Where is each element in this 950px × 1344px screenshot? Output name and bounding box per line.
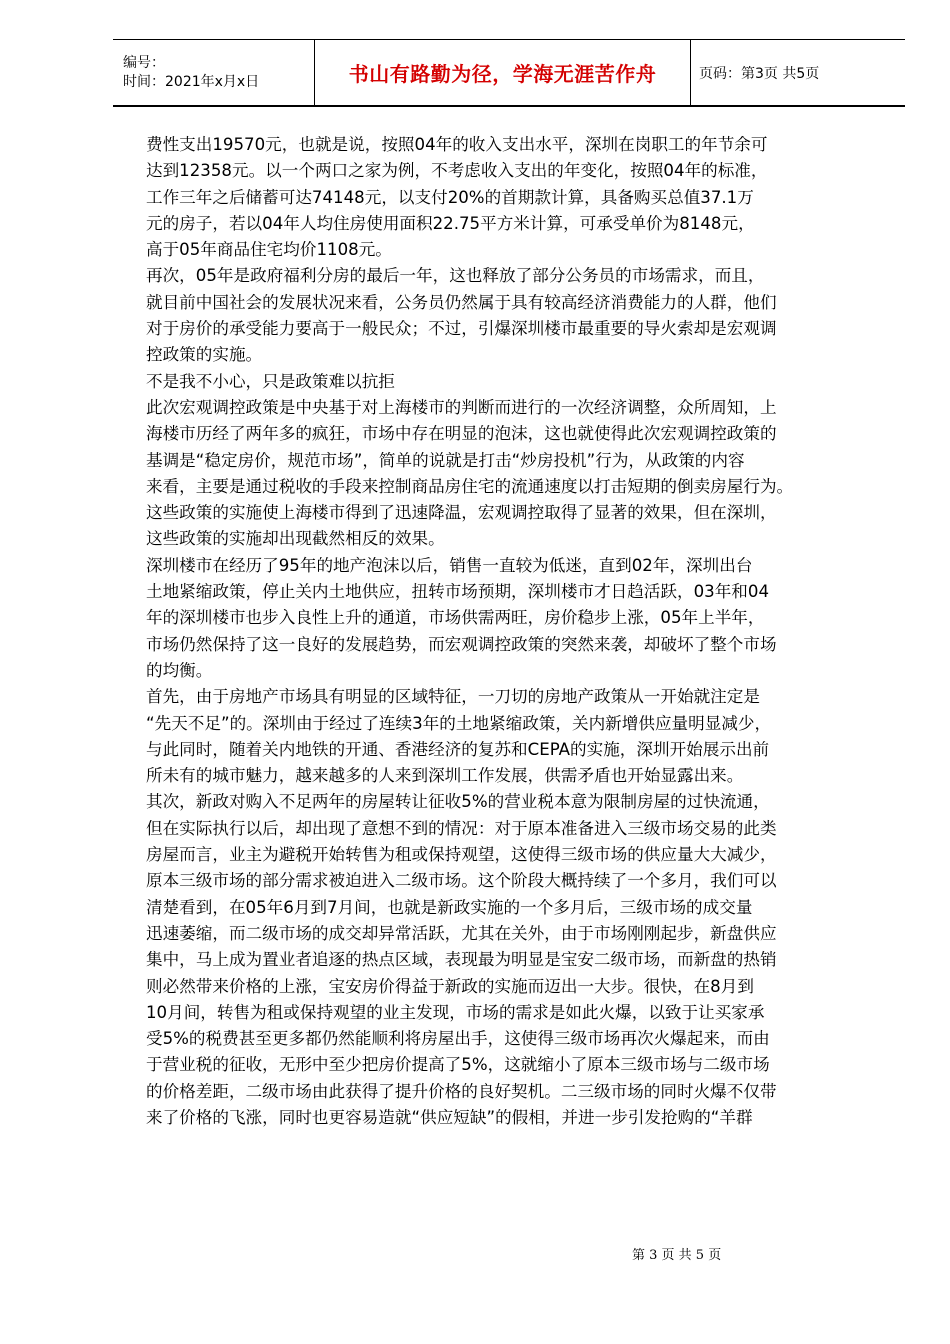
page-header bbox=[113, 39, 905, 107]
text-line: 与此同时，随着关内地铁的开通、香港经济的复苏和CEPA的实施，深圳开始展示出前 bbox=[146, 739, 770, 759]
text-line: 于营业税的征收，无形中至少把房价提高了5%，这就缩小了原本三级市场与二级市场 bbox=[146, 1055, 770, 1075]
page-footer: 第 3 页 共 5 页 bbox=[632, 1248, 722, 1263]
text-line: 来了价格的飞涨，同时也更容易造就“供应短缺”的假相，并进一步引发抢购的“羊群 bbox=[146, 1107, 753, 1127]
page-info-text: 页码：第3页 共5页 bbox=[699, 65, 820, 82]
text-line: 对于房价的承受能力要高于一般民众；不过，引爆深圳楼市最重要的导火索却是宏观调 bbox=[146, 319, 777, 339]
time-label: 时间：2021年x月x日 bbox=[123, 73, 260, 90]
text-line: 这些政策的实施却出现截然相反的效果。 bbox=[146, 529, 445, 549]
motto-text: 书山有路勤为径，学海无涯苦作舟 bbox=[348, 62, 657, 86]
header-motto-cell bbox=[315, 40, 691, 105]
text-line: 则必然带来价格的上涨，宝安房价得益于新政的实施而迈出一大步。很快，在8月到 bbox=[146, 976, 754, 996]
text-line: 市场仍然保持了这一良好的发展趋势，而宏观调控政策的突然来袭，却破坏了整个市场 bbox=[146, 634, 777, 654]
text-line: 就目前中国社会的发展状况来看，公务员仍然属于具有较高经济消费能力的人群，他们 bbox=[146, 292, 777, 312]
text-line: 原本三级市场的部分需求被迫进入二级市场。这个阶段大概持续了一个多月，我们可以 bbox=[146, 871, 777, 891]
text-line: 海楼市历经了两年多的疯狂，市场中存在明显的泡沫，这也就使得此次宏观调控政策的 bbox=[146, 424, 777, 444]
text-line: 迅速萎缩，而二级市场的成交却异常活跃，尤其在关外，由于市场刚刚起步，新盘供应 bbox=[146, 923, 777, 943]
text-line: 集中，马上成为置业者追逐的热点区域，表现最为明显是宝安二级市场，而新盘的热销 bbox=[146, 950, 777, 970]
text-line: 控政策的实施。 bbox=[146, 345, 263, 365]
text-line: 不是我不小心，只是政策难以抗拒 bbox=[146, 371, 395, 391]
text-line: 元的房子，若以04年人均住房使用面积22.75平方米计算，可承受单价为8148元， bbox=[146, 213, 755, 233]
text-line: 工作三年之后储蓄可达74148元，以支付20%的首期款计算，具备购买总值37.1万 bbox=[146, 187, 754, 207]
text-line: 达到12358元。以一个两口之家为例，不考虑收入支出的年变化，按照04年的标准， bbox=[146, 161, 768, 181]
header-page-info bbox=[691, 40, 905, 105]
document-body bbox=[146, 132, 886, 1131]
text-line: 房屋而言，业主为避税开始转售为租或保持观望，这使得三级市场的供应量大大减少， bbox=[146, 845, 777, 865]
header-meta bbox=[113, 40, 315, 105]
text-line: 所未有的城市魅力，越来越多的人来到深圳工作发展，供需矛盾也开始显露出来。 bbox=[146, 766, 744, 786]
text-line: 此次宏观调控政策是中央基于对上海楼市的判断而进行的一次经济调整，众所周知，上 bbox=[146, 397, 777, 417]
text-line: 深圳楼市在经历了95年的地产泡沫以后，销售一直较为低迷，直到02年，深圳出台 bbox=[146, 555, 753, 575]
text-line: 费性支出19570元，也就是说，按照04年的收入支出水平，深圳在岗职工的年节余可 bbox=[146, 135, 768, 154]
text-line: 这些政策的实施使上海楼市得到了迅速降温，宏观调控取得了显著的效果，但在深圳， bbox=[146, 503, 777, 523]
text-line: 再次，05年是政府福利分房的最后一年，这也释放了部分公务员的市场需求，而且， bbox=[146, 266, 765, 286]
text-line: 土地紧缩政策，停止关内土地供应，扭转市场预期，深圳楼市才日趋活跃，03年和04 bbox=[146, 582, 770, 602]
text-line: 但在实际执行以后，却出现了意想不到的情况：对于原本准备进入三级市场交易的此类 bbox=[146, 818, 777, 838]
text-line: 年的深圳楼市也步入良性上升的通道，市场供需两旺，房价稳步上涨，05年上半年， bbox=[146, 608, 765, 628]
text-line: 其次，新政对购入不足两年的房屋转让征收5%的营业税本意为限制房屋的过快流通， bbox=[146, 792, 770, 812]
text-line: 基调是“稳定房价，规范市场”，简单的说就是打击“炒房投机”行为，从政策的内容 bbox=[146, 450, 745, 470]
text-line: 受5%的税费甚至更多都仍然能顺利将房屋出手，这使得三级市场再次火爆起来，而由 bbox=[146, 1029, 770, 1049]
text-line: 来看，主要是通过税收的手段来控制商品房住宅的流通速度以打击短期的倒卖房屋行为。 bbox=[146, 476, 794, 496]
text-line: 高于05年商品住宅均价1108元。 bbox=[146, 240, 392, 260]
text-line: 的均衡。 bbox=[146, 660, 213, 680]
text-line: “先天不足”的。深圳由于经过了连续3年的土地紧缩政策，关内新增供应量明显减少， bbox=[146, 713, 772, 733]
text-line: 清楚看到，在05年6月到7月间，也就是新政实施的一个多月后，三级市场的成交量 bbox=[146, 897, 753, 917]
text-line: 的价格差距，二级市场由此获得了提升价格的良好契机。二三级市场的同时火爆不仅带 bbox=[146, 1081, 777, 1101]
number-label: 编号： bbox=[123, 54, 165, 71]
text-line: 10月间，转售为租或保持观望的业主发现，市场的需求是如此火爆，以致于让买家承 bbox=[146, 1002, 765, 1022]
text-line: 首先，由于房地产市场具有明显的区域特征，一刀切的房地产政策从一开始就注定是 bbox=[146, 687, 760, 707]
